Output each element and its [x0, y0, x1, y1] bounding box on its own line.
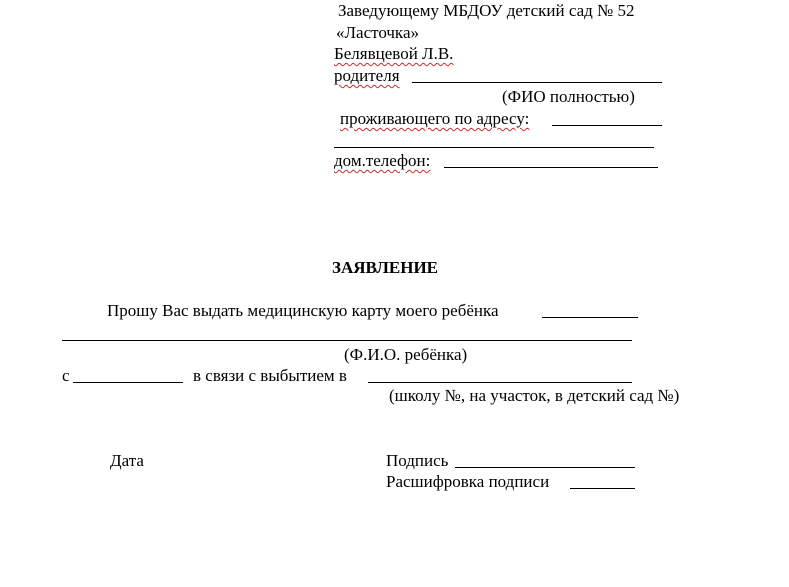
parent-name-blank[interactable] — [412, 82, 662, 83]
destination-blank[interactable] — [368, 382, 632, 383]
child-name-blank[interactable] — [62, 340, 632, 341]
signature-decode-label: Расшифровка подписи — [386, 472, 550, 491]
reason-text: в связи с выбытием в — [193, 366, 347, 385]
signature-decode-blank[interactable] — [570, 488, 635, 489]
request-blank[interactable] — [542, 317, 638, 318]
from-blank[interactable] — [73, 382, 183, 383]
signature-label: Подпись — [386, 451, 449, 470]
address-blank-2[interactable] — [334, 147, 654, 148]
fio-hint: (ФИО полностью) — [502, 87, 635, 106]
document-title: ЗАЯВЛЕНИЕ — [332, 258, 439, 277]
phone-label: дом.телефон: — [334, 151, 431, 170]
date-label: Дата — [110, 451, 144, 470]
phone-blank[interactable] — [444, 167, 658, 168]
from-prefix: с — [62, 366, 70, 385]
addressee-line-1: Заведующему МБДОУ детский сад № 52 — [338, 1, 635, 20]
address-label: проживающего по адресу: — [340, 109, 530, 128]
addressee-line-3: Белявцевой Л.В. — [334, 44, 454, 63]
address-blank[interactable] — [552, 125, 662, 126]
request-text: Прошу Вас выдать медицинскую карту моего ребёнка — [107, 301, 499, 320]
destination-hint: (школу №, на участок, в детский сад №) — [389, 386, 680, 405]
from-label: родителя — [334, 66, 400, 85]
signature-blank[interactable] — [455, 467, 635, 468]
child-fio-hint: (Ф.И.О. ребёнка) — [344, 345, 468, 364]
addressee-line-2: «Ласточка» — [336, 23, 419, 42]
